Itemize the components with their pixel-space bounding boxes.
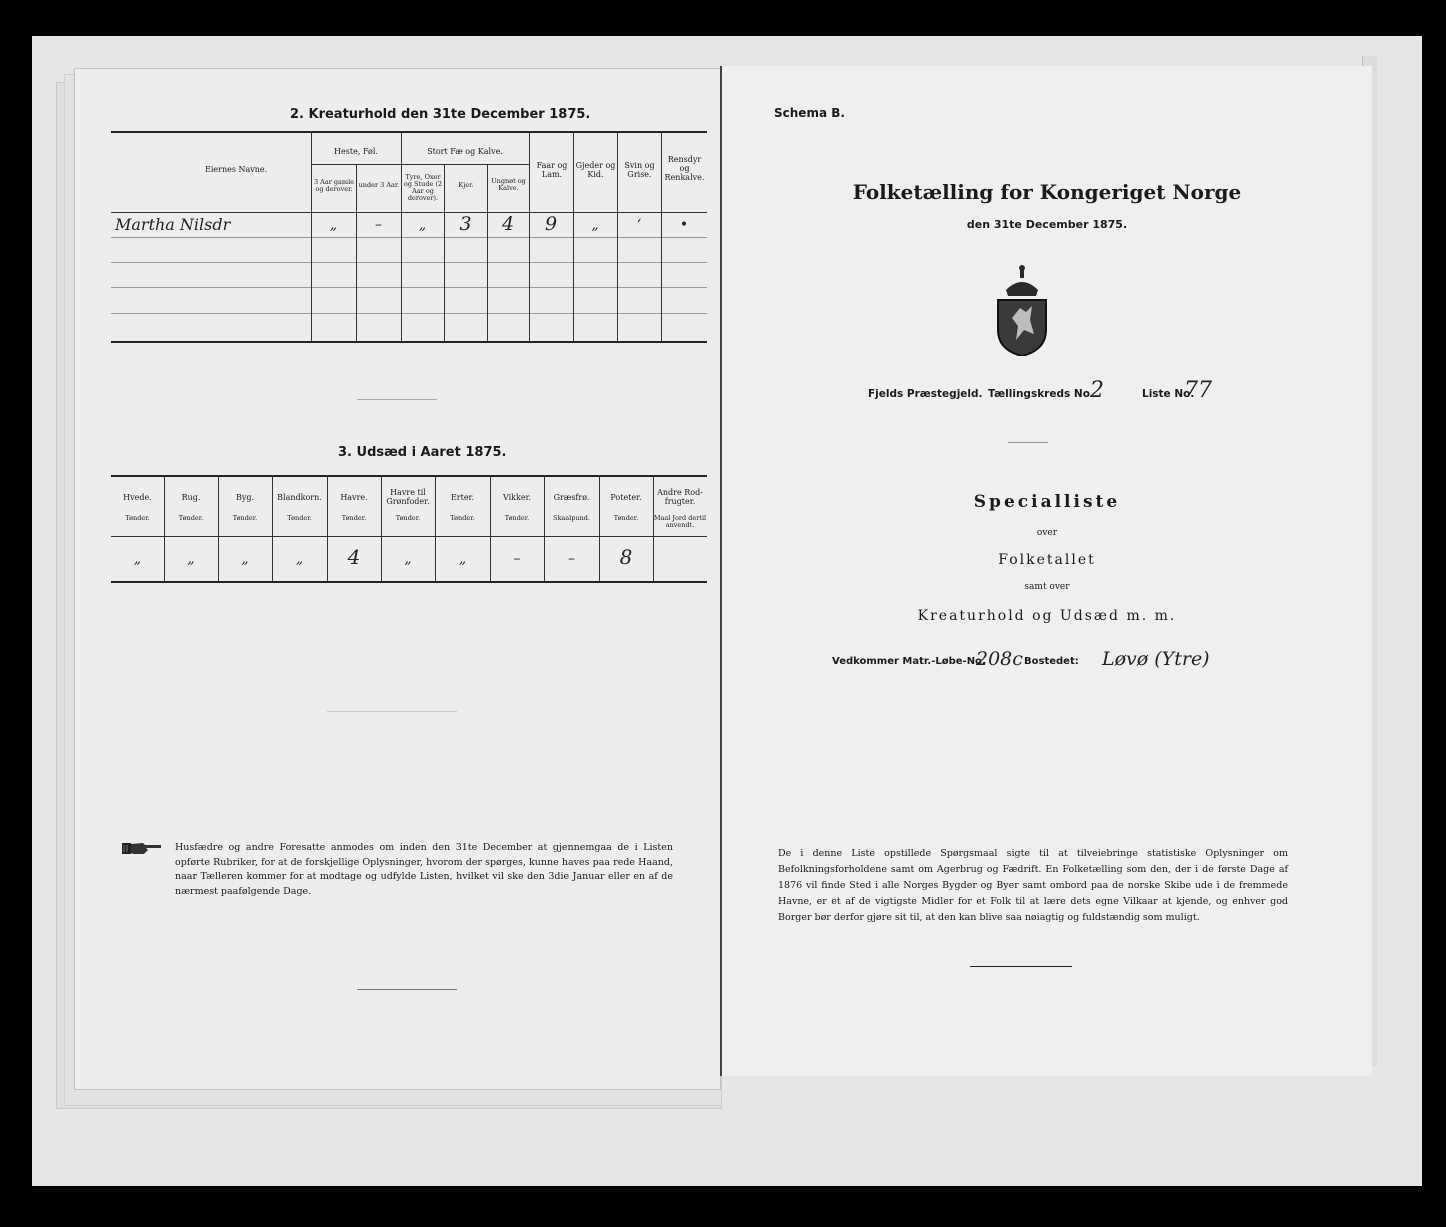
table-rule [111,536,707,537]
cell-value: „ [241,551,249,567]
divider [970,966,1072,967]
table-rule [111,475,707,477]
unit: Tønder. [341,514,367,522]
divider [327,711,457,712]
matr-value: 208c [976,648,1023,670]
col-divider [311,131,312,341]
cell-value: „ [458,551,467,567]
col-hvede: Hvede. [123,493,152,502]
bosted-label: Bostedet: [1024,656,1079,667]
col-divider [356,164,357,341]
cell-value: 8 [619,545,633,569]
unit: Tønder. [232,514,258,522]
unit: Tønder. [504,514,530,522]
cell-value: – [375,217,382,233]
divider [357,989,457,990]
unit: Skaalpund. [553,514,590,522]
col-rodfrugter: Andre Rod-frugter. [657,488,703,506]
matr-label: Vedkommer Matr.-Løbe-No. [832,656,986,667]
cell-value: „ [591,217,599,233]
kreds-value: 2 [1090,378,1104,403]
col-havre: Havre. [340,493,368,502]
gjeder-header: Gjeder og Kid. [575,161,616,179]
col-divider [444,164,445,341]
col-graesfro: Græsfrø. [553,493,590,502]
unit: Tønder. [395,514,421,522]
col-rug: Rug. [181,493,201,502]
liste-value: 77 [1184,378,1212,403]
col-vikker: Vikker. [502,493,532,502]
notice-text: Husfædre og andre Foresatte anmodes om inden den 31te December at gjennemgaa de i Listen opførte Rubriker, for at de forskjellige Oplysninger, hvorom der spørges, kunne haves paa rede Haand, naar Tælleren kommer for at modtage og udfylde Listen, hvilket vil ske den 3die Januar eller en af de nærmest paafølgende Dage. [175,842,673,897]
cell-value: „ [187,551,195,567]
cell-value: 9 [544,213,558,235]
folketallet-label: Folketallet [998,552,1096,568]
section2-title: 2. Kreaturhold den 31te December 1875. [290,107,591,122]
left-page [74,68,721,1090]
cell-value: „ [133,551,142,567]
rensdyr-header: Rensdyr og Renkalve. [664,155,705,182]
unit: Tønder. [287,514,312,522]
kreaturhold-label: Kreaturhold og Udsæd m. m. [917,608,1177,624]
col-divider [529,131,530,341]
unit: Tønder. [613,514,639,522]
col-havre-gron: Havre til Grønfoder. [386,488,430,506]
table-rule [111,341,707,343]
cell-value: 3 [459,213,472,235]
prestegjeld: Fjelds Præstegjeld. [868,388,983,400]
coat-of-arms-icon [990,260,1054,360]
cell-value: 4 [347,545,361,569]
pointing-hand-icon [121,839,163,861]
stort-sub2: Kjer. [458,181,474,189]
unit: Tønder. [450,514,475,522]
divider [357,399,437,400]
cell-value: „ [329,217,338,233]
col-byg: Byg. [235,493,255,502]
faar-header: Faar og Lam. [536,161,568,179]
col-poteter: Poteter. [610,493,642,502]
cell-value: „ [404,551,412,567]
cell-value: – [568,551,575,567]
bosted-value: Løvø (Ytre) [1102,648,1210,670]
right-page [720,66,1372,1076]
svin-header: Svin og Grise. [624,161,655,179]
owner-header: Eiernes Navne. [205,165,268,174]
cell-value: ‘ [636,217,642,233]
stort-header: Stort Fæ og Kalve. [427,147,503,156]
cell-value: „ [295,551,304,567]
cell-value: 4 [501,213,515,235]
divider [1008,442,1048,443]
liste-label: Liste No. [1142,388,1195,400]
col-divider [401,131,402,341]
table-rule [401,164,529,165]
col-erter: Erter. [450,493,475,502]
table-rule [111,581,707,583]
section3-title: 3. Udsæd i Aaret 1875. [338,445,507,460]
page-subtitle: den 31te December 1875. [966,218,1128,231]
schema-label: Schema B. [774,106,845,120]
stort-sub1: Tyre, Oxer og Stude (2 Aar og derover). [403,173,443,202]
cell-value: „ [418,217,427,233]
unit: Tønder. [125,514,150,522]
heste-sub2: under 3 Aar. [358,181,400,189]
heste-header: Heste, Føl. [334,147,378,156]
kreds-label: Tællingskreds No. [988,388,1094,400]
info-paragraph: De i denne Liste opstillede Spørgsmaal sigte til at tilveiebringe statistiske Oplysninger om Befolkningsforholdene samt om Agerbrug og Fædrift. En Folketælling som den, der i de første Dage af 1876 vil finde Sted i alle Norges Bygder og Byer samt ombord paa de norske Skibe ude i de fremmede Havne, er et af de vigtigste Midler for et Folk til at lære dets egne Vilkaar at kjende, og enhver god Borger bør derfor gjøre sit til, at den kan blive saa nøiagtig og fuldstændig som muligt. [778,848,1288,923]
cell-value: • [679,217,689,233]
specialliste-title: Specialliste [973,492,1121,512]
unit: Maal Jord dertil anvendt. [653,514,707,529]
stort-sub3: Ungnøt og Kalve. [491,177,526,192]
owner-name: Martha Nilsdr [115,215,231,234]
over-label: over [1036,528,1058,538]
cell-value: – [513,551,521,567]
page-title: Folketælling for Kongeriget Norge [852,180,1242,204]
heste-sub1: 3 Aar gamle og derover. [313,178,355,193]
unit: Tønder. [178,514,204,522]
col-blandkorn: Blandkorn. [277,493,322,502]
samt-over-label: samt over [1024,582,1070,592]
